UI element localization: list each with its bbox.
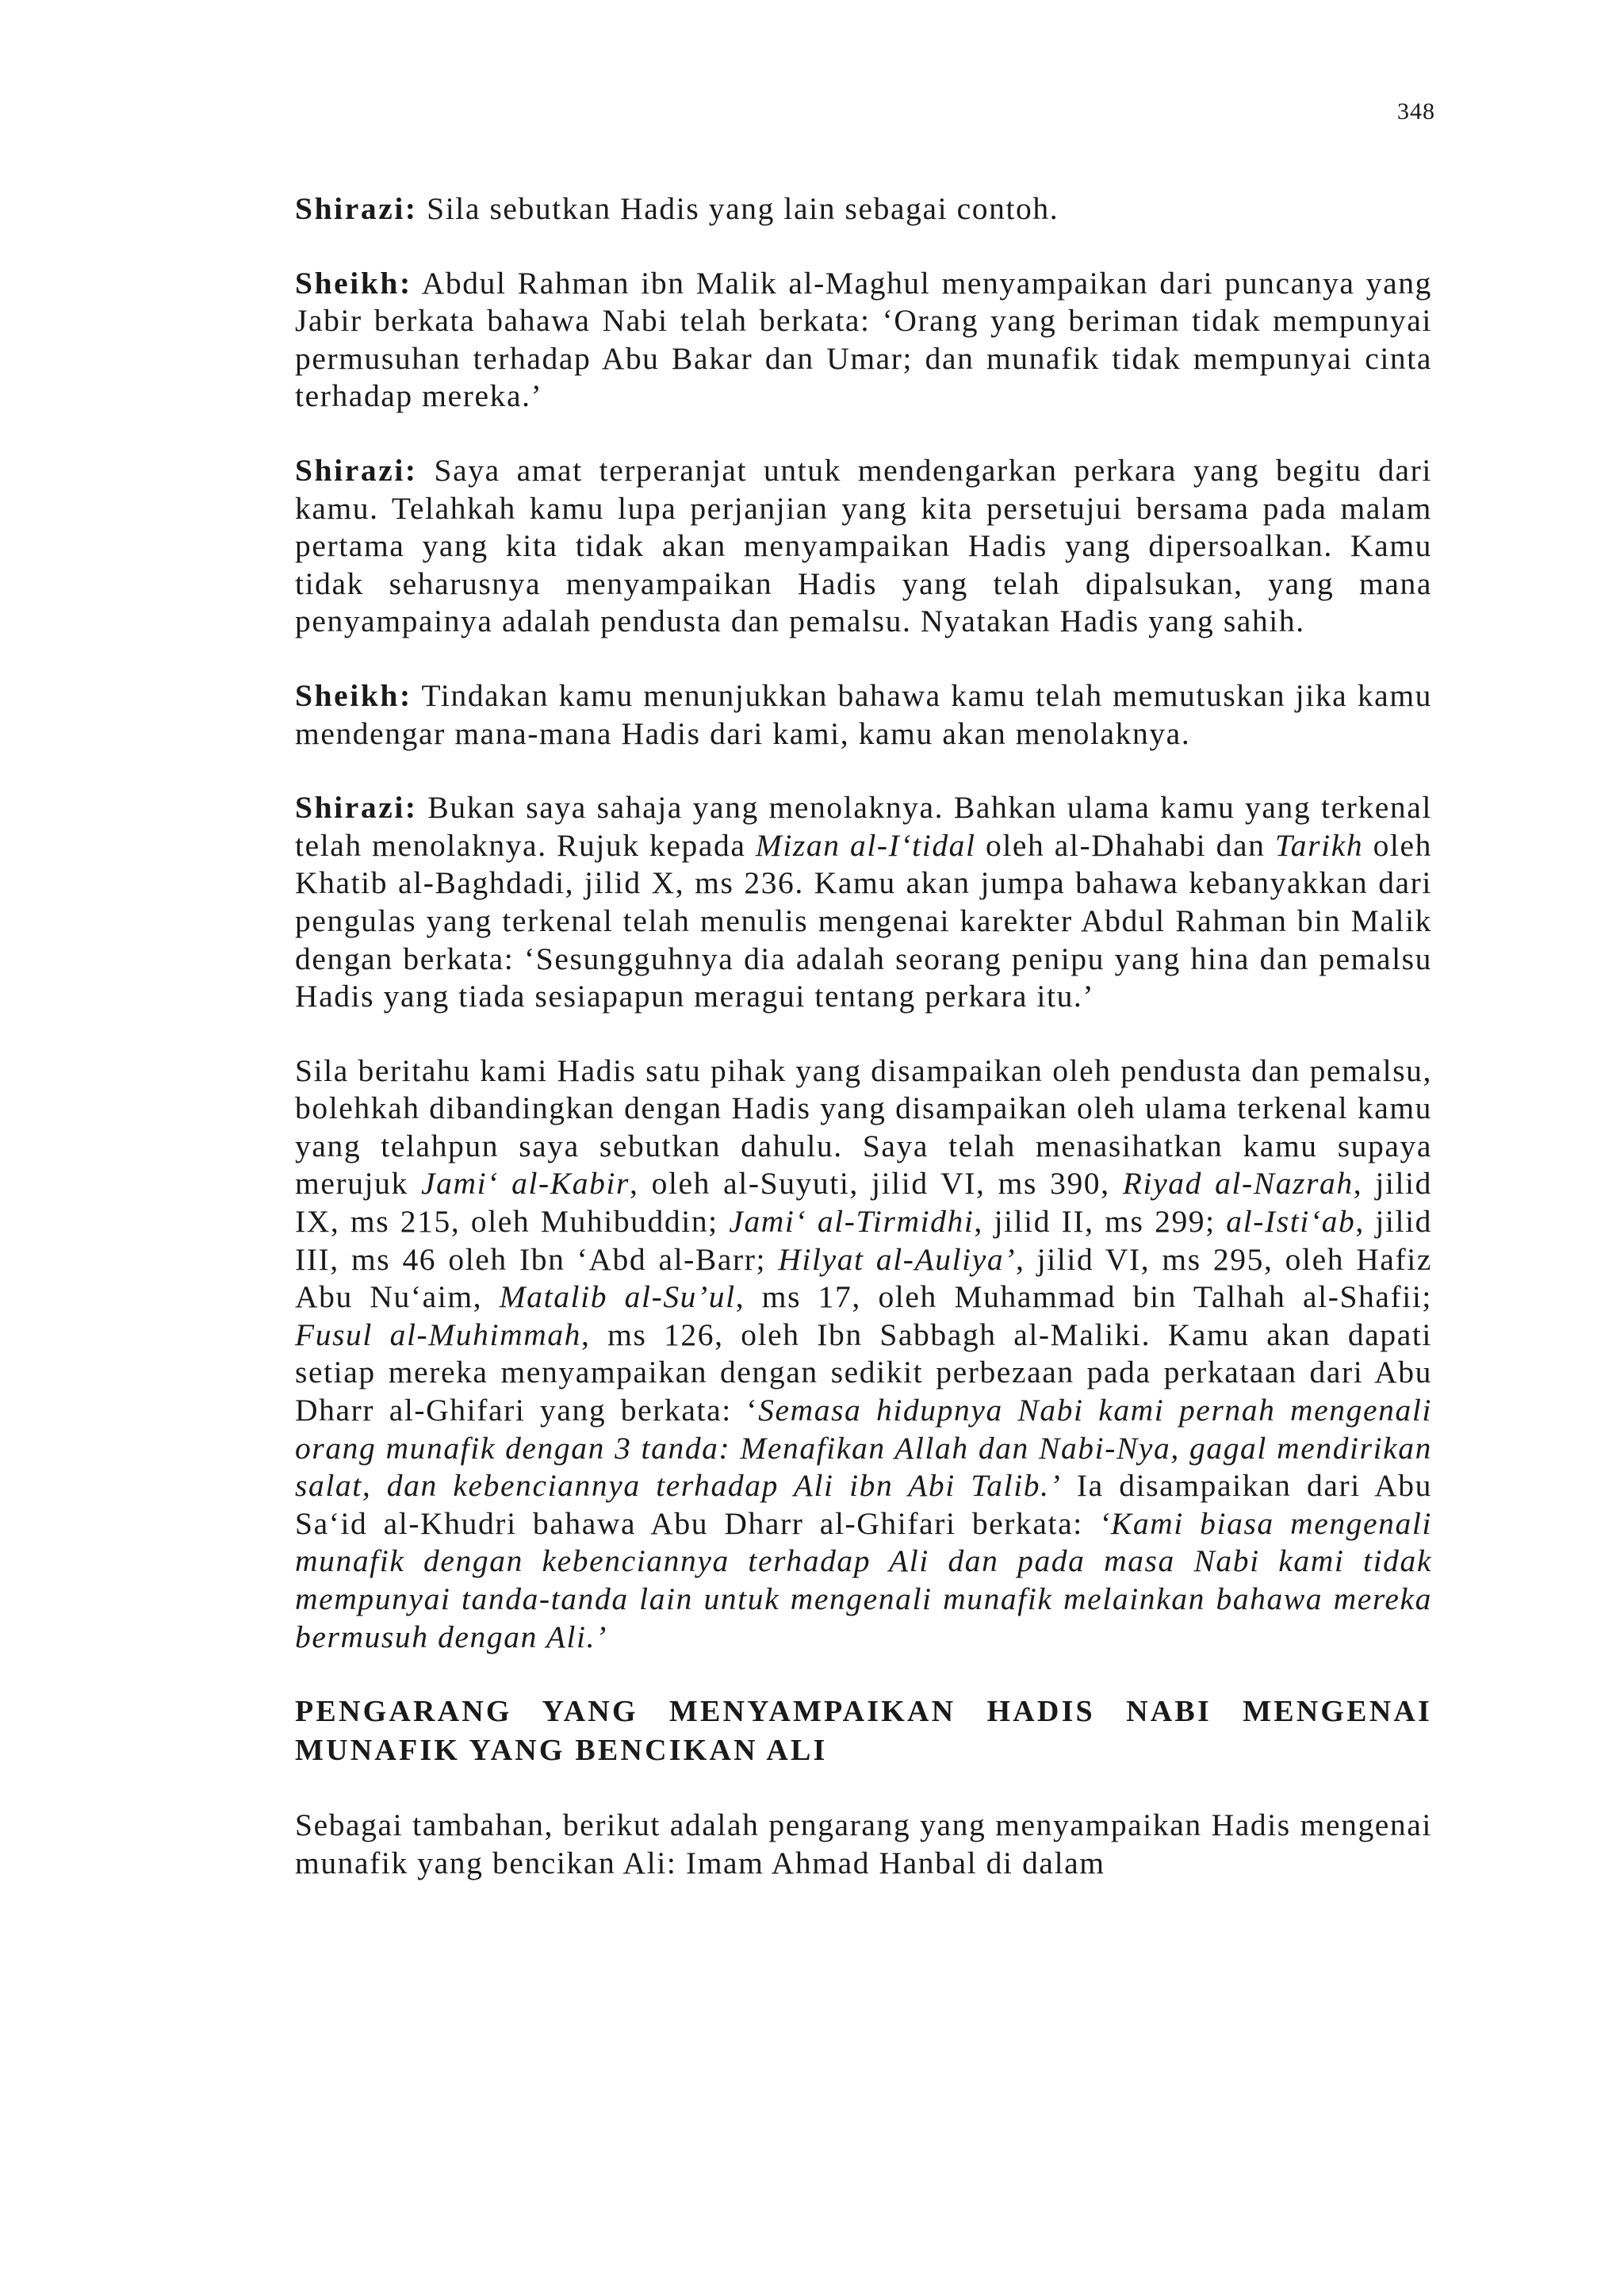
paragraph-text: , ms 17, oleh Muhammad bin Talhah al-Shafii; <box>735 1279 1432 1315</box>
book-title: Riyad al-Nazrah <box>1122 1166 1354 1202</box>
speaker-label: Sheikh: <box>295 677 412 713</box>
paragraph-text: Sila sebutkan Hadis yang lain sebagai contoh. <box>417 191 1059 226</box>
quoted-hadith: Semasa hidupnya Nabi kami pernah mengenali orang munafik dengan 3 tanda: Menafikan Allah dan Nabi-Nya, gagal mendirikan salat, dan kebenciannya terhadap Ali ibn Abi Talib.’ <box>295 1393 1432 1504</box>
page-body <box>295 190 1432 1918</box>
closing-paragraph: Sebagai tambahan, berikut adalah pengarang yang menyampaikan Hadis mengenai munafik yang bencikan Ali: Imam Ahmad Hanbal di dalam <box>295 1807 1432 1880</box>
book-title: Hilyat al-Auliya’ <box>778 1241 1016 1277</box>
paragraph-text: , jilid II, ms 299; <box>974 1204 1227 1240</box>
paragraph-text: , oleh al-Suyuti, jilid VI, ms 390, <box>629 1166 1123 1202</box>
section-heading: PENGARANG YANG MENYAMPAIKAN HADIS NABI MENGENAI MUNAFIK YANG BENCIKAN ALI <box>295 1695 1432 1768</box>
book-title: Mizan al-I‘tidal <box>755 827 976 863</box>
paragraph-text: Abdul Rahman ibn Malik al-Maghul menyampaikan dari puncanya yang Jabir berkata bahawa Nabi telah berkata: ‘Orang yang beriman tidak mempunyai permusuhan terhadap Abu Bakar dan Umar; dan munafik tidak mempunyai cinta terhadap mereka.’ <box>295 265 1432 414</box>
paragraph-text: Sila beritahu kami Hadis satu pihak yang disampaikan oleh pendusta dan pemalsu, bolehkah dibandingkan dengan Hadis yang disampaikan oleh ulama terkenal kamu yang telahpun saya sebutkan dahulu. Saya telah menasihatkan kamu supaya merujuk <box>295 1052 1432 1202</box>
speaker-label: Sheikh: <box>295 265 412 301</box>
paragraph-text: , jilid VI, ms 295, oleh Hafiz Abu Nu‘aim, <box>295 1241 1432 1315</box>
dialogue-paragraph-1 <box>295 190 1432 228</box>
quoted-hadith: ‘Kami biasa mengenali munafik dengan kebenciannya terhadap Ali dan pada masa Nabi kami tidak mempunyai tanda-tanda lain untuk mengenali munafik melainkan bahawa mereka bermusuh dengan Ali.’ <box>295 1505 1433 1654</box>
speaker-label: Shirazi: <box>295 790 418 826</box>
dialogue-paragraph-4 <box>295 677 1432 753</box>
paragraph-text: , jilid IX, ms 215, oleh Muhibuddin; <box>295 1166 1432 1240</box>
book-title: Jami‘ al-Kabir <box>421 1166 630 1202</box>
dialogue-paragraph-3 <box>295 452 1432 641</box>
paragraph-text: Saya amat terperanjat untuk mendengarkan perkara yang begitu dari kamu. Telahkah kamu lupa perjanjian yang kita persetujui bersama pada malam pertama yang kita tidak akan menyampaikan Hadis yang dipersoalkan. Kamu tidak seharusnya menyampaikan Hadis yang telah dipalsukan, yang mana penyampainya adalah pendusta dan pemalsu. Nyatakan Hadis yang sahih. <box>295 452 1432 639</box>
paragraph-text: , jilid III, ms 46 oleh Ibn ‘Abd al-Barr; <box>295 1204 1433 1277</box>
book-title: Matalib al-Su’ul <box>499 1279 736 1315</box>
book-title: al-Isti‘ab <box>1226 1204 1356 1240</box>
paragraph-text: Ia disampaikan dari Abu Sa‘id al-Khudri bahawa Abu Dharr al-Ghifari berkata: <box>295 1468 1432 1541</box>
book-title: Jami‘ al-Tirmidhi <box>729 1204 975 1240</box>
paragraph-text: oleh al-Dhahabi dan <box>975 827 1275 863</box>
book-title: Fusul al-Muhimmah <box>295 1317 582 1352</box>
paragraph-text: Tindakan kamu menunjukkan bahawa kamu telah memutuskan jika kamu mendengar mana-mana Hadis dari kami, kamu akan menolaknya. <box>295 677 1432 751</box>
dialogue-paragraph-2 <box>295 265 1432 416</box>
speaker-label: Shirazi: <box>295 452 418 488</box>
speaker-label: Shirazi: <box>295 191 418 226</box>
page-number: 348 <box>1397 98 1435 125</box>
paragraph-text: , ms 126, oleh Ibn Sabbagh al-Maliki. Kamu akan dapati setiap mereka menyampaikan dengan sedikit perbezaan pada perkataan dari Abu Dharr al-Ghifari yang berkata: ‘ <box>295 1317 1432 1428</box>
paragraph-text: oleh Khatib al-Baghdadi, jilid X, ms 236. Kamu akan jumpa bahawa kebanyakkan dari pengulas yang terkenal telah menulis mengenai karekter Abdul Rahman bin Malik dengan berkata: ‘Sesungguhnya dia adalah seorang penipu yang hina dan pemalsu Hadis yang tiada sesiapapun meragui tentang perkara itu.’ <box>295 827 1432 1014</box>
dialogue-paragraph-5 <box>295 789 1432 1016</box>
paragraph-text: Bukan saya sahaja yang menolaknya. Bahkan ulama kamu yang terkenal telah menolaknya. Rujuk kepada <box>295 790 1432 863</box>
references-paragraph <box>295 1052 1432 1657</box>
book-title: Tarikh <box>1274 827 1364 863</box>
